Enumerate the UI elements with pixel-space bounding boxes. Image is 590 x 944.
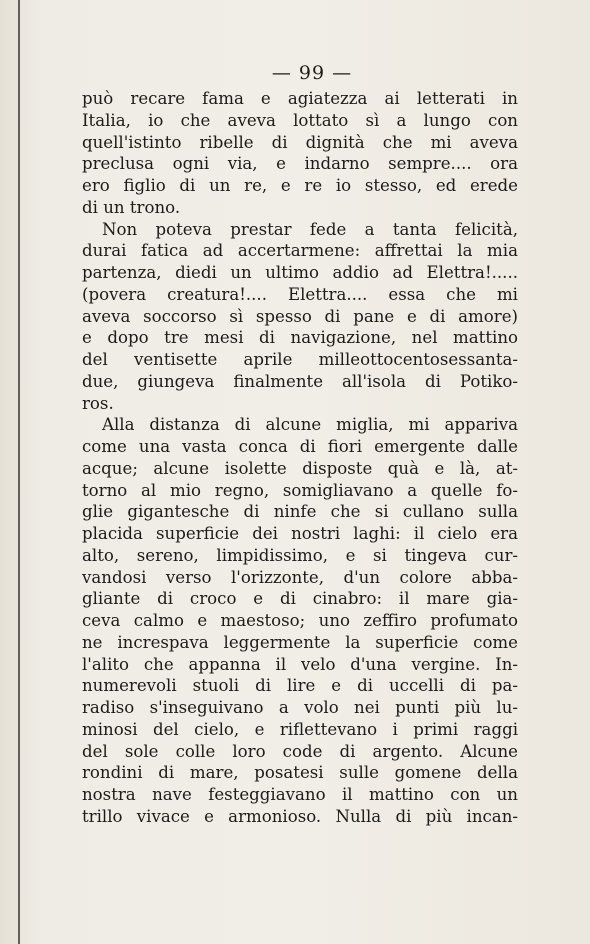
text-line: numerevoli stuoli di lire e di uccelli di pa- (82, 676, 518, 696)
text-line: vandosi verso l'orizzonte, d'un colore abba- (82, 567, 518, 587)
text-line: di un trono. (82, 197, 181, 217)
text-line: del sole colle loro code di argento. Alcune (82, 741, 518, 761)
text-line: preclusa ogni via, e indarno sempre.... ora (82, 154, 518, 174)
page-number: — 99 — (271, 62, 353, 84)
text-line: durai fatica ad accertarmene: affrettai la mia (82, 241, 518, 261)
text-line: aveva soccorso sì spesso di pane e di amore) (82, 306, 518, 326)
text-line: l'alito che appanna il velo d'una vergine. In- (82, 654, 518, 674)
text-line: placida superficie dei nostri laghi: il cielo era (82, 524, 518, 543)
text-line: glie gigantesche di ninfe che si cullano sulla (82, 502, 518, 522)
text-line: torno al mio regno, somigliavano a quelle fo- (82, 480, 518, 500)
text-line: quell'istinto ribelle di dignità che mi aveva (82, 132, 518, 152)
text-line: Alla distanza di alcune miglia, mi appariva (102, 415, 518, 435)
binding-edge (18, 0, 20, 944)
text-line: due, giungeva finalmente all'isola di Potiko- (82, 371, 518, 391)
text-line: (povera creatura!.... Elettra.... essa che mi (82, 284, 518, 304)
text-line: alto, sereno, limpidissimo, e si tingeva cur- (82, 545, 518, 565)
text-line: può recare fama e agiatezza ai letterati in (82, 89, 518, 108)
text-line: minosi del cielo, e riflettevano i primi raggi (82, 719, 518, 739)
text-line: ceva calmo e maestoso; uno zeffiro profumato (82, 611, 518, 630)
text-line: rondini di mare, posatesi sulle gomene della (82, 763, 518, 783)
text-line: radiso s'inseguivano a volo nei punti più lu- (82, 698, 518, 717)
text-line: ne increspava leggermente la superficie come (82, 632, 518, 652)
body-text (82, 88, 518, 828)
text-line: del ventisette aprile milleottocentosessanta- (82, 350, 518, 369)
text-line: ros. (82, 393, 114, 413)
text-line: ero figlio di un re, e re io stesso, ed erede (82, 176, 518, 195)
text-line: acque; alcune isolette disposte quà e là, at- (82, 458, 518, 478)
text-line: come una vasta conca di fiori emergente dalle (82, 437, 518, 456)
text-line: nostra nave festeggiavano il mattino con un (82, 785, 518, 804)
text-line: e dopo tre mesi di navigazione, nel mattino (82, 328, 518, 348)
text-line: Italia, io che aveva lottato sì a lungo con (82, 110, 518, 130)
text-line: partenza, diedi un ultimo addio ad Elettra!..... (82, 263, 518, 282)
text-line: Non poteva prestar fede a tanta felicità, (102, 219, 518, 239)
text-line: trillo vivace e armonioso. Nulla di più incan- (82, 806, 518, 826)
text-line: gliante di croco e di cinabro: il mare gia- (82, 589, 518, 609)
